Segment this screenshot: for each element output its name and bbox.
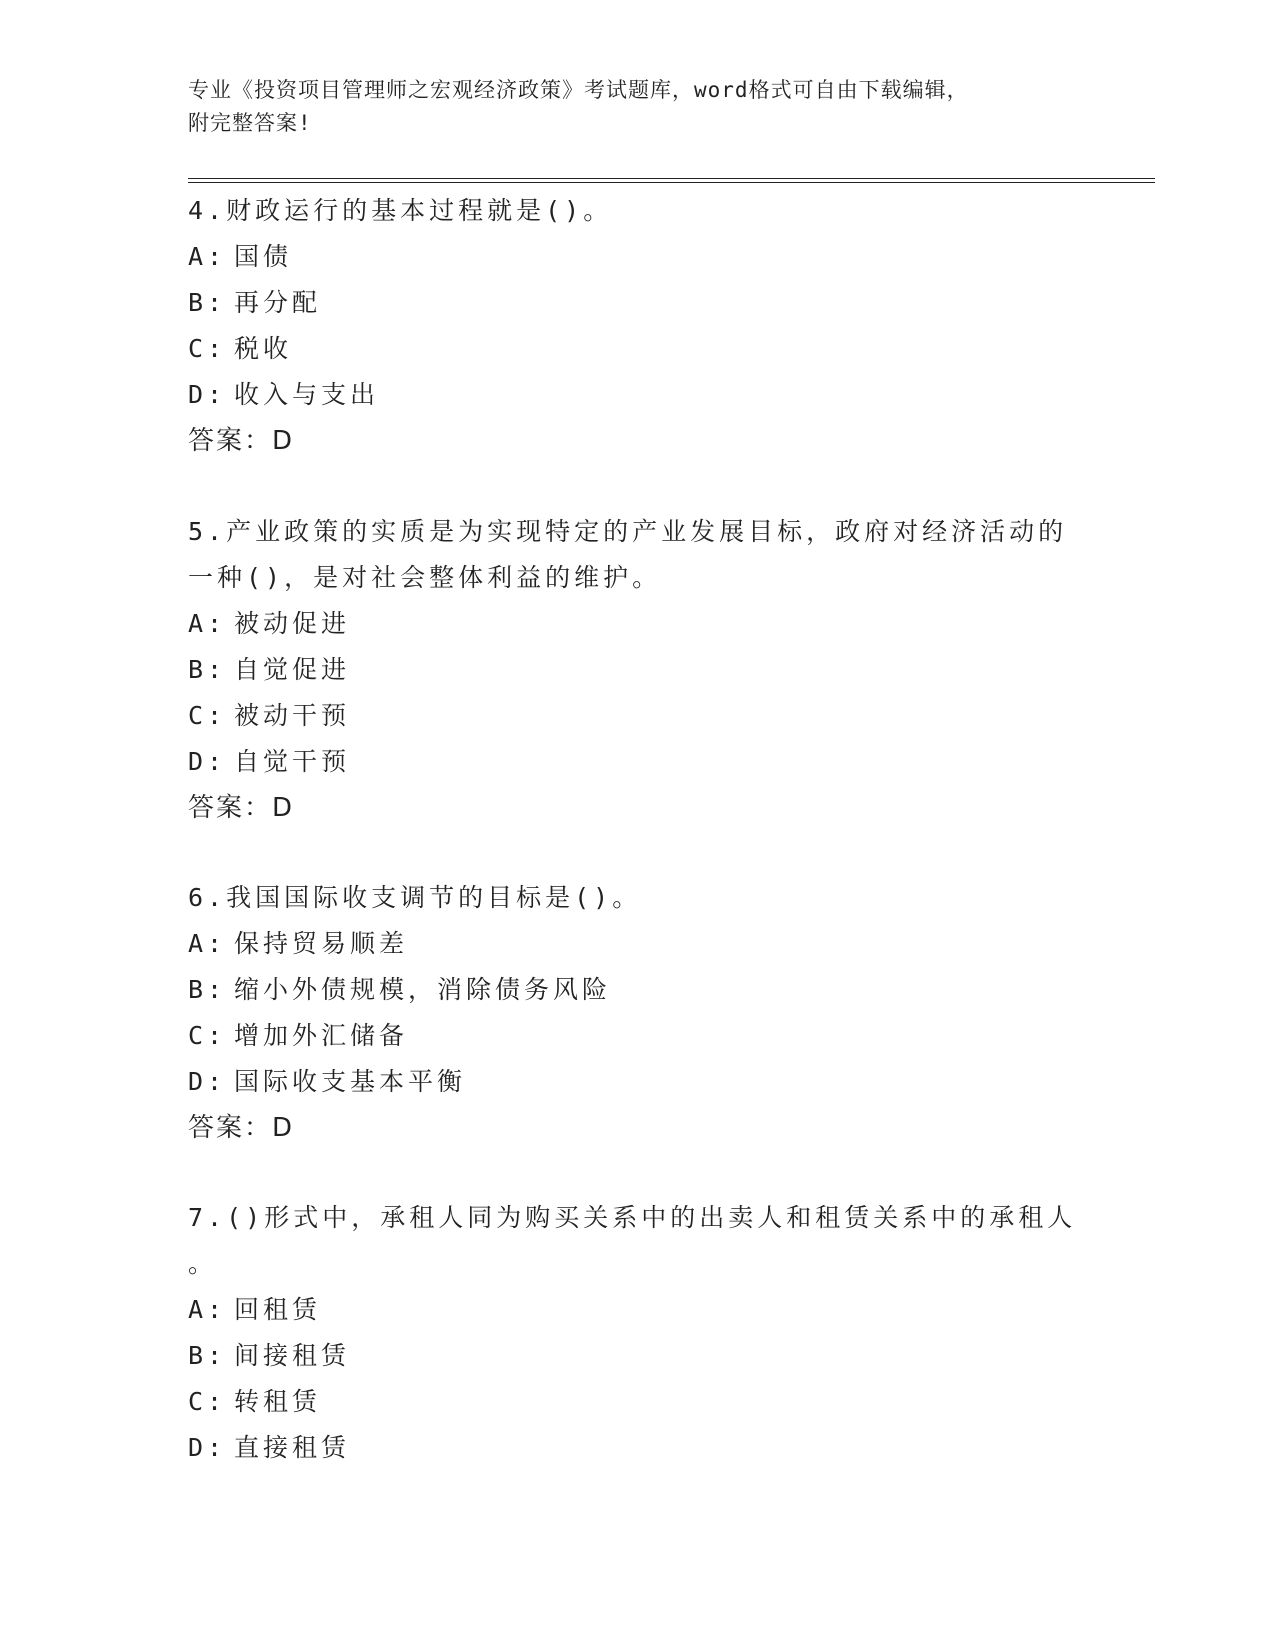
option-c xyxy=(188,693,1088,739)
option-text: 自觉促进 xyxy=(234,655,351,684)
option-text: 收入与支出 xyxy=(234,380,380,409)
option-text: 再分配 xyxy=(234,288,322,317)
question-number: 7. xyxy=(188,1203,227,1232)
option-label: B: xyxy=(188,288,227,317)
option-b xyxy=(188,1333,1088,1379)
option-text: 被动促进 xyxy=(234,609,351,638)
option-text: 国际收支基本平衡 xyxy=(234,1067,467,1096)
option-b xyxy=(188,647,1088,693)
option-label: C: xyxy=(188,1387,227,1416)
question-text-continued: 一种()，是对社会整体利益的维护。 xyxy=(188,563,662,592)
question-stem: 我国国际收支调节的目标是()。 xyxy=(226,883,642,912)
option-b xyxy=(188,967,1088,1013)
question-number: 4. xyxy=(188,196,227,225)
answer-line: 答案：D xyxy=(188,1113,295,1143)
option-d xyxy=(188,1425,1088,1471)
question-text xyxy=(188,875,1088,921)
question-text-continued: 。 xyxy=(188,1249,218,1278)
option-label: D: xyxy=(188,1433,227,1462)
question-6 xyxy=(188,875,1088,1151)
option-d xyxy=(188,372,1088,418)
option-text: 税收 xyxy=(234,334,293,363)
question-text xyxy=(188,188,1088,234)
option-label: A: xyxy=(188,609,227,638)
option-text: 保持贸易顺差 xyxy=(234,929,409,958)
question-number: 5. xyxy=(188,517,227,546)
option-label: D: xyxy=(188,747,227,776)
option-text: 缩小外债规模，消除债务风险 xyxy=(234,975,612,1004)
option-a xyxy=(188,921,1088,967)
question-number: 6. xyxy=(188,883,227,912)
option-a xyxy=(188,234,1088,280)
option-label: B: xyxy=(188,1341,227,1370)
option-label: B: xyxy=(188,975,227,1004)
document-header xyxy=(188,74,1088,140)
option-b xyxy=(188,280,1088,326)
option-d xyxy=(188,1059,1088,1105)
option-text: 回租赁 xyxy=(234,1295,322,1324)
option-c xyxy=(188,1379,1088,1425)
option-label: D: xyxy=(188,1067,227,1096)
option-label: C: xyxy=(188,701,227,730)
answer-line: 答案：D xyxy=(188,426,295,456)
option-a xyxy=(188,601,1088,647)
question-stem: ()形式中，承租人同为购买关系中的出卖人和租赁关系中的承租人 xyxy=(226,1203,1077,1232)
question-5 xyxy=(188,509,1088,831)
option-label: A: xyxy=(188,242,227,271)
option-text: 间接租赁 xyxy=(234,1341,351,1370)
header-line-2: 附完整答案! xyxy=(188,111,312,135)
option-text: 直接租赁 xyxy=(234,1433,351,1462)
question-7 xyxy=(188,1195,1088,1471)
header-divider-top xyxy=(188,178,1155,179)
option-text: 被动干预 xyxy=(234,701,351,730)
question-4 xyxy=(188,188,1088,464)
answer-line: 答案：D xyxy=(188,793,295,823)
header-line-1: 专业《投资项目管理师之宏观经济政策》考试题库，word格式可自由下载编辑， xyxy=(188,78,969,102)
header-divider-bottom xyxy=(188,182,1155,183)
option-text: 转租赁 xyxy=(234,1387,322,1416)
option-c xyxy=(188,326,1088,372)
option-text: 自觉干预 xyxy=(234,747,351,776)
option-label: A: xyxy=(188,1295,227,1324)
option-a xyxy=(188,1287,1088,1333)
option-label: C: xyxy=(188,334,227,363)
question-text xyxy=(188,1195,1088,1241)
option-label: A: xyxy=(188,929,227,958)
option-d xyxy=(188,739,1088,785)
option-text: 增加外汇储备 xyxy=(234,1021,409,1050)
option-label: B: xyxy=(188,655,227,684)
question-text xyxy=(188,509,1088,555)
option-label: C: xyxy=(188,1021,227,1050)
question-stem: 产业政策的实质是为实现特定的产业发展目标，政府对经济活动的 xyxy=(226,517,1068,546)
question-stem: 财政运行的基本过程就是()。 xyxy=(226,196,613,225)
option-label: D: xyxy=(188,380,227,409)
option-c xyxy=(188,1013,1088,1059)
option-text: 国债 xyxy=(234,242,293,271)
